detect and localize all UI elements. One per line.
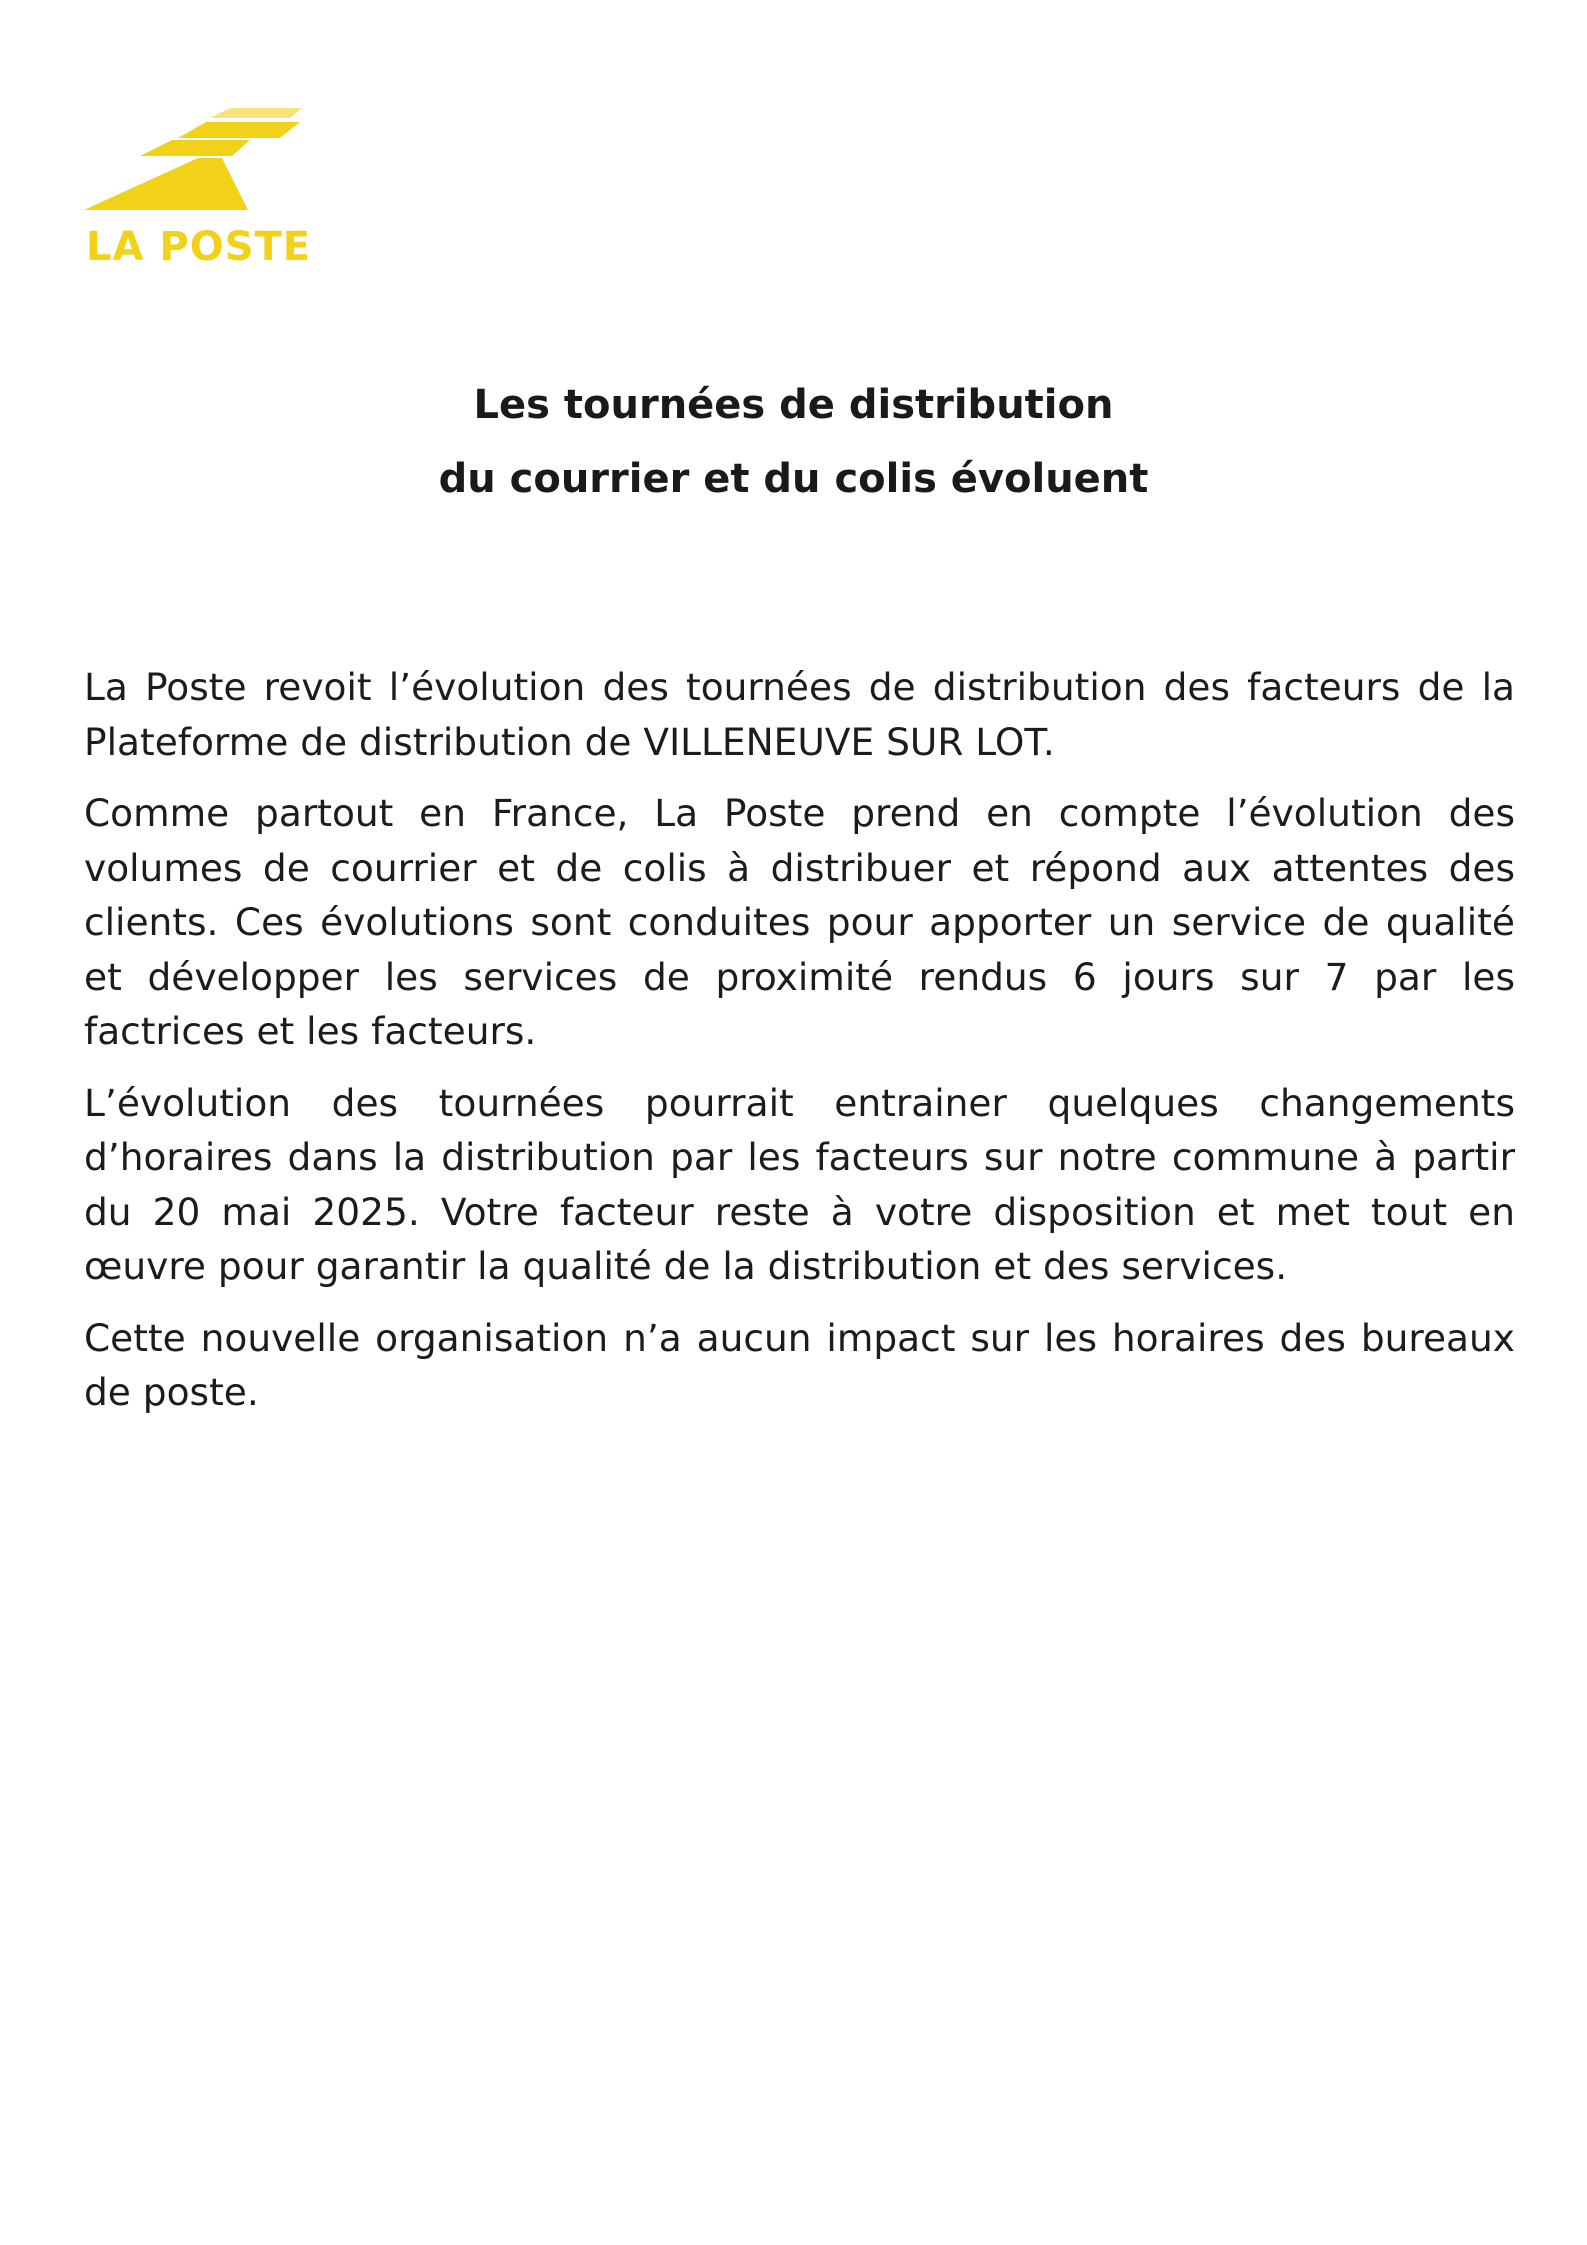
paragraph-intro: La Poste revoit l’évolution des tournées de distribution des facteurs de la Plateforme de distribution de VILLENEUVE SUR LOT. <box>84 665 1515 764</box>
paragraph-schedule-change: L’évolution des tournées pourrait entrainer quelques changements d’horaires dans la distribution par les facteurs sur notre commune à partir du 20 mai 2025. Votre facteur reste à votre disposition et met tout en œuvre pour garantir la qualité de la distribution et des services. <box>84 1080 1515 1288</box>
paragraph-context: Comme partout en France, La Poste prend en compte l’évolution des volumes de courrier et de colis à distribuer et répond aux attentes des clients. Ces évolutions sont conduites pour apporter un service de qualité et développer les services de proximité rendus 6 jours sur 7 par les factrices et les facteurs. <box>84 791 1515 1053</box>
page-title <box>0 368 1587 516</box>
title-line-2: du courrier et du colis évoluent <box>438 456 1149 502</box>
logo-wordmark: LA POSTE <box>86 224 312 270</box>
paragraph-no-impact: Cette nouvelle organisation n’a aucun impact sur les horaires des bureaux de poste. <box>84 1315 1515 1414</box>
la-poste-bird-icon <box>80 100 320 215</box>
letter-body <box>84 660 1515 1437</box>
title-line-1: Les tournées de distribution <box>473 382 1114 428</box>
la-poste-logo <box>80 100 370 280</box>
